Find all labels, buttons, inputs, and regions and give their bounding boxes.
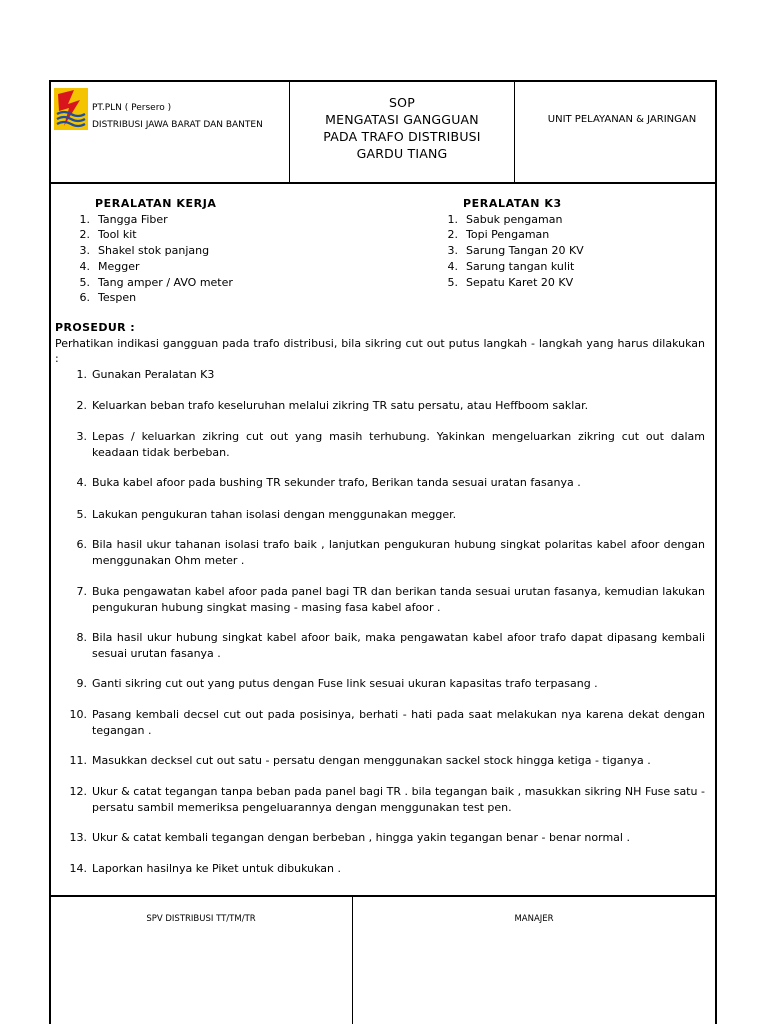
k3-item [436, 212, 584, 228]
header-col-divider-2 [514, 80, 515, 182]
step-number: 1. [76, 368, 87, 381]
title-line-2: MENGATASI GANGGUAN [325, 112, 479, 127]
step-text: Pasang kembali decsel cut out pada posisinya, berhati - hati pada saat melakukan nya karena dekat dengan tegangan . [92, 708, 705, 737]
prosedur-step [55, 398, 705, 414]
step-number: 7. [76, 585, 87, 598]
list-number: 4. [79, 259, 90, 273]
step-text: Buka pengawatan kabel afoor pada panel bagi TR dan berikan tanda sesuai urutan fasanya, kemudian lakukan pengukuran hubung singkat masing - masing fasa kabel afoor . [92, 585, 705, 614]
prosedur-step [55, 584, 705, 615]
step-text: Ganti sikring cut out yang putus dengan Fuse link sesuai ukuran kapasitas trafo terpasang . [92, 677, 598, 690]
list-number: 2. [79, 228, 90, 242]
step-text: Bila hasil ukur hubung singkat kabel afoor baik, maka pengawatan kabel afoor trafo dapat dipasang kembali sesuai urutan fasanya . [92, 631, 705, 660]
peralatan-kerja-heading: PERALATAN KERJA [95, 197, 217, 210]
list-number: 3. [447, 244, 458, 258]
prosedur-step [55, 630, 705, 661]
signature-spv: SPV DISTRIBUSI TT/TM/TR [146, 914, 256, 924]
kerja-item-label: Tang amper / AVO meter [98, 275, 233, 289]
list-number: 5. [79, 275, 90, 289]
peralatan-k3 [436, 196, 584, 290]
prosedur-heading: PROSEDUR : [55, 321, 136, 334]
step-text: Masukkan decksel cut out satu - persatu dengan menggunakan sackel stock hingga ketiga - tiganya . [92, 754, 651, 767]
header-divider [49, 182, 717, 184]
step-number: 13. [69, 831, 87, 844]
kerja-item [68, 275, 233, 291]
prosedur-step [55, 537, 705, 568]
k3-item [436, 259, 584, 275]
step-number: 10. [69, 708, 87, 721]
prosedur-step [55, 507, 705, 523]
list-number: 5. [447, 275, 458, 289]
k3-item-label: Topi Pengaman [466, 228, 550, 242]
k3-item [436, 227, 584, 243]
prosedur-intro: Perhatikan indikasi gangguan pada trafo distribusi, bila sikring cut out putus langkah - langkah yang harus dilakukan : [55, 336, 705, 365]
step-number: 3. [76, 430, 87, 443]
step-number: 12. [69, 785, 87, 798]
step-text: Ukur & catat kembali tegangan dengan berbeban , hingga yakin tegangan benar - benar normal . [92, 831, 630, 844]
peralatan-k3-heading: PERALATAN K3 [463, 197, 562, 210]
step-text: Laporkan hasilnya ke Piket untuk dibukukan . [92, 862, 341, 875]
prosedur-step [55, 429, 705, 460]
k3-item-label: Sarung Tangan 20 KV [466, 244, 584, 258]
k3-item-label: Sepatu Karet 20 KV [466, 275, 574, 289]
list-number: 1. [447, 212, 458, 226]
company-line-2: DISTRIBUSI JAWA BARAT DAN BANTEN [92, 120, 263, 130]
step-number: 9. [76, 677, 87, 690]
kerja-item [68, 259, 233, 275]
kerja-item-label: Shakel stok panjang [98, 244, 210, 258]
prosedur-step [55, 784, 705, 815]
step-text: Gunakan Peralatan K3 [92, 368, 215, 381]
prosedur-step [55, 707, 705, 738]
title-line-4: GARDU TIANG [356, 146, 448, 161]
step-text: Lepas / keluarkan zikring cut out yang masih terhubung. Yakinkan mengeluarkan zikring cut out dalam keadaan tidak berbeban. [92, 430, 705, 459]
list-number: 6. [79, 291, 90, 305]
document-title [290, 94, 514, 162]
step-number: 4. [76, 476, 87, 489]
kerja-item [68, 227, 233, 243]
k3-item [436, 243, 584, 259]
step-number: 6. [76, 538, 87, 551]
step-number: 8. [76, 631, 87, 644]
step-number: 5. [76, 508, 87, 521]
k3-item [436, 275, 584, 291]
signature-manajer: MANAJER [514, 914, 554, 924]
prosedur-step [55, 676, 705, 692]
step-text: Lakukan pengukuran tahan isolasi dengan menggunakan megger. [92, 508, 457, 521]
prosedur-step [55, 861, 705, 877]
kerja-item-label: Tool kit [98, 228, 137, 242]
footer-divider [49, 895, 717, 897]
kerja-item [68, 243, 233, 259]
prosedur-section [55, 320, 705, 367]
k3-item-label: Sarung tangan kulit [466, 259, 575, 273]
list-number: 1. [79, 212, 90, 226]
prosedur-step [55, 830, 705, 846]
unit-name: UNIT PELAYANAN & JARINGAN [547, 114, 697, 125]
step-number: 14. [69, 862, 87, 875]
peralatan-kerja [68, 196, 233, 306]
k3-item-label: Sabuk pengaman [466, 212, 563, 226]
step-text: Keluarkan beban trafo keseluruhan melalui zikring TR satu persatu, atau Heffboom saklar. [92, 399, 589, 412]
peralatan-k3-list [436, 212, 584, 291]
step-number: 11. [69, 754, 87, 767]
list-number: 4. [447, 259, 458, 273]
list-number: 3. [79, 244, 90, 258]
kerja-item [68, 290, 233, 306]
step-number: 2. [76, 399, 87, 412]
kerja-item-label: Tespen [98, 291, 137, 305]
prosedur-step [55, 753, 705, 769]
prosedur-step [55, 367, 705, 383]
kerja-item-label: Megger [98, 259, 140, 273]
step-text: Buka kabel afoor pada bushing TR sekunder trafo, Berikan tanda sesuai uratan fasanya . [92, 476, 581, 489]
pln-logo [54, 88, 88, 130]
company-name [92, 100, 263, 134]
kerja-item-label: Tangga Fiber [98, 212, 168, 226]
title-line-3: PADA TRAFO DISTRIBUSI [323, 129, 481, 144]
peralatan-kerja-list [68, 212, 233, 306]
title-line-1: SOP [389, 95, 415, 110]
kerja-item [68, 212, 233, 228]
prosedur-step [55, 475, 705, 491]
list-number: 2. [447, 228, 458, 242]
company-line-1: PT.PLN ( Persero ) [92, 103, 172, 113]
step-text: Bila hasil ukur tahanan isolasi trafo baik , lanjutkan pengukuran hubung singkat polaritas kabel afoor dengan menggunakan Ohm meter . [92, 538, 705, 567]
step-text: Ukur & catat tegangan tanpa beban pada panel bagi TR . bila tegangan baik , masukkan sikring NH Fuse satu - persatu sambil memeriksa pengeluarannya dengan menggunakan test pen. [92, 785, 705, 814]
